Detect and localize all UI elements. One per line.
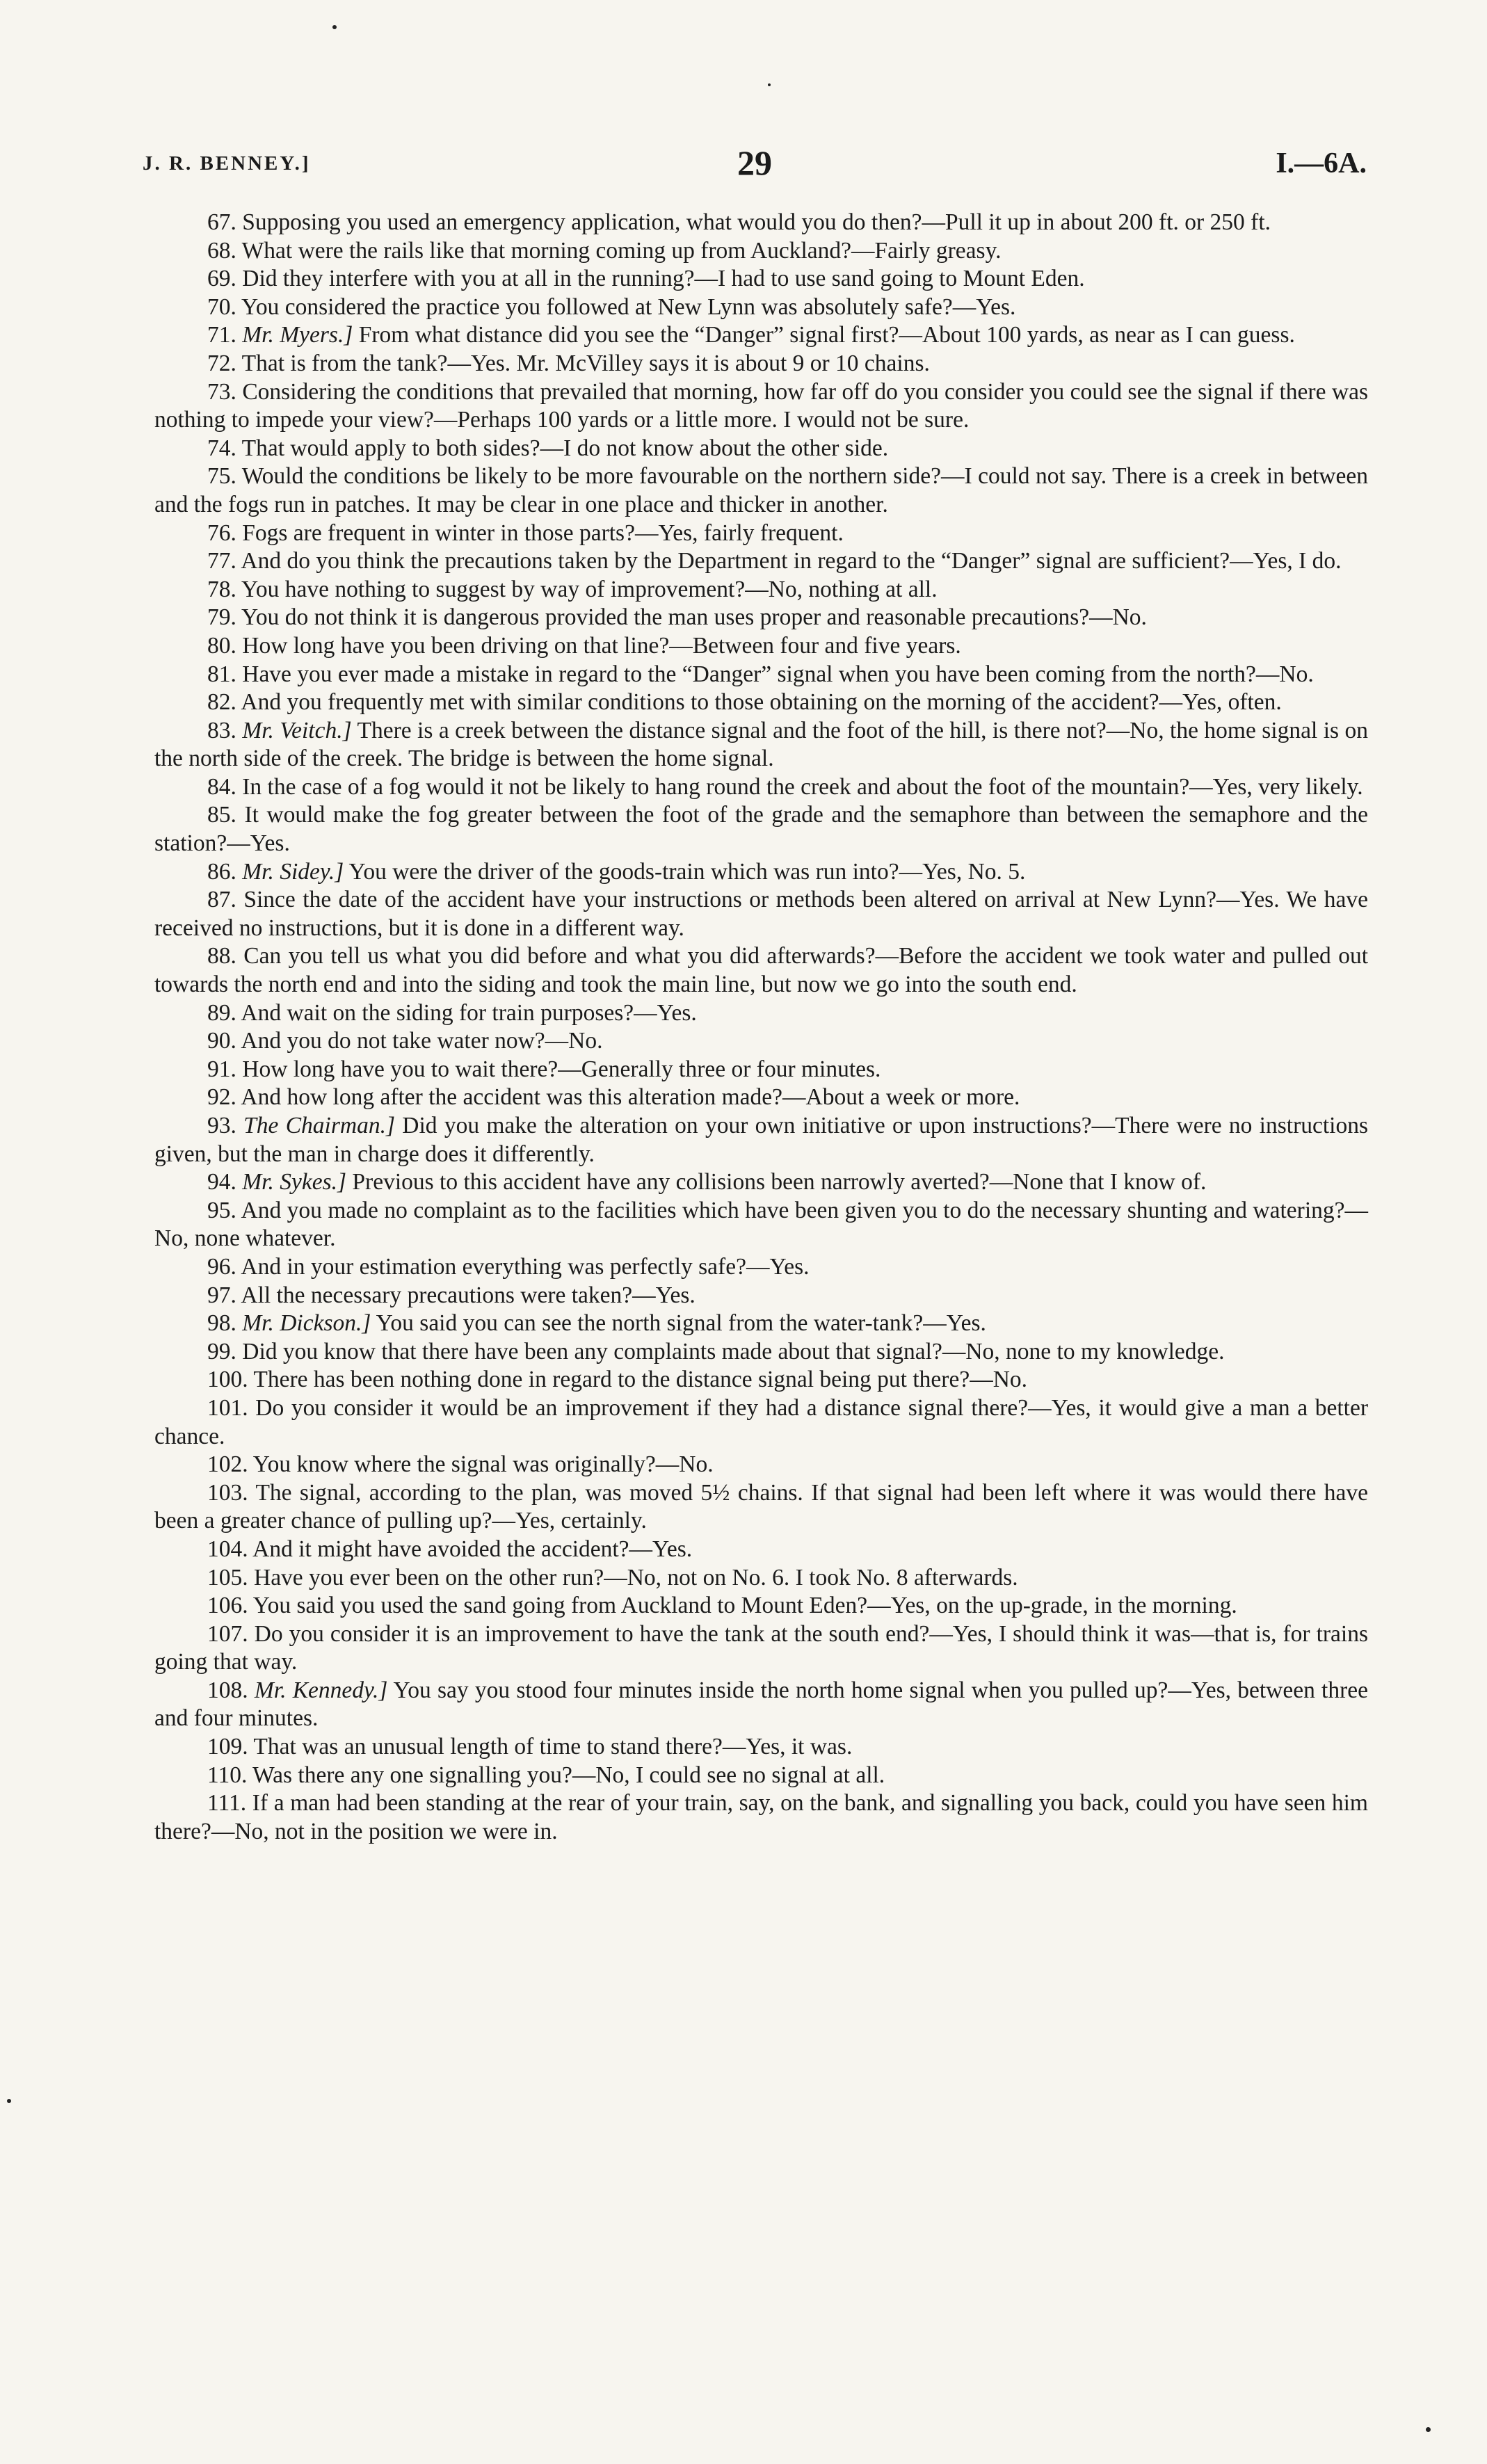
question-answer — [154, 1197, 1368, 1253]
question-answer-text: Have you ever been on the other run?—No, not on No. 6. I took No. 8 afterwards. — [254, 1564, 1018, 1591]
questioner-name: The Chairman.] — [243, 1113, 395, 1138]
question-number: 68. — [207, 237, 236, 264]
margin-speck — [332, 25, 337, 29]
question-number: 80. — [207, 632, 236, 659]
question-answer-text: And you made no complaint as to the facilities which have been given you to do the necessary shunting and watering?—No, none whatever. — [154, 1197, 1369, 1252]
question-answer — [154, 547, 1368, 576]
question-answer — [154, 801, 1368, 857]
question-number: 109. — [207, 1734, 248, 1760]
question-number: 87. — [207, 887, 236, 913]
question-answer-text: Fogs are frequent in winter in those parts?—Yes, fairly frequent. — [242, 520, 844, 546]
question-answer-text: You know where the signal was originally?—No. — [252, 1451, 714, 1478]
questioner-name: Mr. Sykes.] — [242, 1169, 347, 1195]
running-head — [143, 143, 1367, 191]
question-answer-text: And you do not take water now?—No. — [241, 1028, 603, 1054]
question-answer — [154, 1253, 1368, 1282]
question-answer — [154, 576, 1368, 604]
question-answer — [154, 942, 1368, 999]
margin-speck — [768, 83, 771, 86]
question-answer-text: And wait on the siding for train purposes?—Yes. — [241, 999, 697, 1026]
question-number: 108. — [207, 1677, 248, 1703]
question-answer-text: If a man had been standing at the rear of your train, say, on the bank, and signalling you back, could you have seen him there?—No, not in the position we were in. — [154, 1790, 1368, 1844]
questioner-name: Mr. Veitch.] — [242, 717, 352, 743]
question-number: 99. — [207, 1338, 236, 1364]
question-number: 106. — [207, 1593, 248, 1619]
question-answer-text: You have nothing to suggest by way of improvement?—No, nothing at all. — [241, 576, 938, 602]
evidence-text — [154, 209, 1368, 1846]
question-answer-text: And in your estimation everything was perfectly safe?—Yes. — [241, 1253, 810, 1280]
question-number: 96. — [207, 1253, 236, 1280]
question-answer — [154, 1789, 1368, 1846]
question-answer — [154, 773, 1368, 802]
question-answer — [154, 1451, 1368, 1479]
question-number: 79. — [207, 604, 236, 631]
question-answer-text: Have you ever made a mistake in regard to the “Danger” signal when you have been coming from the north?—No. — [242, 661, 1314, 687]
question-answer-text: What were the rails like that morning coming up from Auckland?—Fairly greasy. — [241, 237, 1002, 264]
question-answer — [154, 604, 1368, 632]
question-number: 83. — [207, 717, 236, 743]
question-answer — [154, 632, 1368, 661]
question-number: 67. — [207, 209, 236, 235]
question-answer — [154, 1620, 1368, 1677]
question-answer — [154, 462, 1368, 519]
question-answer — [154, 1564, 1368, 1593]
question-answer-text: That was an unusual length of time to stand there?—Yes, it was. — [253, 1734, 853, 1760]
question-answer-text: That is from the tank?—Yes. Mr. McVilley says it is about 9 or 10 chains. — [241, 350, 930, 376]
question-answer-text: Would the conditions be likely to be more favourable on the northern side?—I could not say. There is a creek in between and the fogs run in patches. It may be clear in one place and thicker in another. — [154, 463, 1368, 517]
question-answer — [154, 999, 1368, 1028]
question-answer-text: It would make the fog greater between the foot of the grade and the semaphore than between the semaphore and the station?—Yes. — [154, 802, 1368, 857]
question-number: 101. — [207, 1394, 248, 1421]
question-number: 84. — [207, 773, 236, 800]
question-answer-text: Do you consider it would be an improvement if they had a distance signal there?—Yes, it would give a man a better chance. — [154, 1394, 1369, 1449]
question-answer-text: Since the date of the accident have your instructions or methods been altered on arrival at New Lynn?—Yes. We have received no instructions, but it is done in a different way. — [154, 887, 1369, 941]
question-answer — [154, 321, 1368, 350]
question-answer-text: Did they interfere with you at all in the running?—I had to use sand going to Mount Eden. — [242, 266, 1085, 292]
question-number: 89. — [207, 999, 236, 1026]
question-answer — [154, 1310, 1368, 1338]
question-answer — [154, 1733, 1368, 1762]
question-answer — [154, 350, 1368, 378]
question-answer-text: That would apply to both sides?—I do not know about the other side. — [241, 435, 889, 461]
question-answer — [154, 265, 1368, 293]
question-number: 98. — [207, 1310, 236, 1337]
questioner-name: Mr. Kennedy.] — [254, 1677, 388, 1703]
question-answer-text: All the necessary precautions were taken?—Yes. — [241, 1282, 696, 1308]
question-number: 75. — [207, 463, 236, 490]
question-answer-text: You were the driver of the goods-train which was run into?—Yes, No. 5. — [348, 858, 1026, 885]
question-answer — [154, 1112, 1368, 1168]
question-answer — [154, 661, 1368, 689]
question-answer-text: How long have you to wait there?—Generally three or four minutes. — [242, 1056, 881, 1082]
question-number: 73. — [207, 378, 236, 405]
question-number: 111. — [207, 1790, 247, 1817]
question-answer-text: Supposing you used an emergency application, what would you do then?—Pull it up in about 200 ft. or 250 ft. — [242, 209, 1271, 235]
question-answer — [154, 209, 1368, 237]
question-number: 72. — [207, 350, 236, 376]
question-answer — [154, 520, 1368, 548]
question-answer — [154, 1479, 1368, 1536]
question-number: 110. — [207, 1762, 248, 1788]
question-answer — [154, 1056, 1368, 1084]
question-answer-text: And you frequently met with similar conditions to those obtaining on the morning of the accident?—Yes, often. — [241, 689, 1282, 716]
question-answer — [154, 858, 1368, 887]
question-number: 93. — [207, 1113, 236, 1138]
question-answer-text: You do not think it is dangerous provided the man uses proper and reasonable precautions?—No. — [241, 604, 1147, 631]
question-number: 74. — [207, 435, 236, 461]
question-number: 85. — [207, 802, 236, 828]
question-answer-text: Previous to this accident have any collisions been narrowly averted?—None that I know of. — [352, 1169, 1207, 1195]
question-number: 76. — [207, 520, 236, 546]
question-number: 91. — [207, 1056, 236, 1082]
paper-reference: I.—6A. — [1276, 147, 1367, 179]
question-number: 97. — [207, 1282, 236, 1308]
question-answer-text: The signal, according to the plan, was moved 5½ chains. If that signal had been left where it was would there have been a greater chance of pulling up?—Yes, certainly. — [154, 1479, 1368, 1534]
question-number: 78. — [207, 576, 236, 602]
question-number: 71. — [207, 322, 236, 348]
page-number: 29 — [737, 143, 772, 182]
question-answer-text: Can you tell us what you did before and what you did afterwards?—Before the accident we took water and pulled out towards the north end and into the siding and took the main line, but now we go into the south end. — [154, 943, 1369, 998]
question-answer-text: You said you can see the north signal from the water-tank?—Yes. — [376, 1310, 986, 1337]
question-answer-text: Was there any one signalling you?—No, I could see no signal at all. — [252, 1762, 885, 1788]
question-number: 77. — [207, 548, 236, 574]
question-answer-text: How long have you been driving on that line?—Between four and five years. — [242, 632, 961, 659]
question-answer — [154, 689, 1368, 717]
question-answer — [154, 717, 1368, 773]
question-number: 94. — [207, 1169, 236, 1195]
question-answer — [154, 1366, 1368, 1394]
questioner-name: Mr. Dickson.] — [242, 1310, 371, 1337]
question-number: 90. — [207, 1028, 236, 1054]
question-number: 70. — [207, 293, 236, 320]
question-answer — [154, 1084, 1368, 1112]
question-answer-text: And how long after the accident was this alteration made?—About a week or more. — [241, 1084, 1020, 1111]
questioner-name: Mr. Sidey.] — [242, 858, 344, 885]
witness-name-header: J. R. BENNEY.] — [143, 152, 311, 175]
question-number: 81. — [207, 661, 236, 687]
question-number: 88. — [207, 943, 236, 969]
question-answer-text: You considered the practice you followed at New Lynn was absolutely safe?—Yes. — [241, 293, 1016, 320]
question-answer-text: There has been nothing done in regard to the distance signal being put there?—No. — [253, 1367, 1028, 1393]
question-answer — [154, 378, 1368, 435]
question-answer — [154, 1282, 1368, 1310]
question-answer-text: And it might have avoided the accident?—Yes. — [252, 1536, 693, 1562]
question-number: 86. — [207, 858, 236, 885]
question-answer-text: You say you stood four minutes inside the north home signal when you pulled up?—Yes, between three and four minutes. — [154, 1677, 1368, 1732]
question-answer — [154, 1536, 1368, 1564]
question-number: 100. — [207, 1367, 248, 1393]
question-answer — [154, 293, 1368, 322]
questioner-name: Mr. Myers.] — [242, 322, 353, 348]
question-answer-text: From what distance did you see the “Danger” signal first?—About 100 yards, as near as I can guess. — [358, 322, 1295, 348]
question-answer — [154, 1168, 1368, 1197]
question-answer — [154, 1027, 1368, 1056]
question-answer-text: In the case of a fog would it not be likely to hang round the creek and about the foot of the mountain?—Yes, very likely. — [242, 773, 1363, 800]
margin-speck — [1426, 2427, 1431, 2432]
question-answer-text: Did you know that there have been any complaints made about that signal?—No, none to my knowledge. — [242, 1338, 1225, 1364]
question-answer — [154, 435, 1368, 463]
question-number: 92. — [207, 1084, 236, 1111]
question-answer-text: Do you consider it is an improvement to have the tank at the south end?—Yes, I should think it was—that is, for trains going that way. — [154, 1620, 1369, 1675]
question-answer-text: You said you used the sand going from Auckland to Mount Eden?—Yes, on the up-grade, in the morning. — [252, 1593, 1237, 1619]
question-number: 103. — [207, 1479, 248, 1506]
question-number: 82. — [207, 689, 236, 716]
question-number: 105. — [207, 1564, 248, 1591]
question-number: 107. — [207, 1620, 248, 1647]
question-answer — [154, 1677, 1368, 1733]
question-number: 95. — [207, 1197, 236, 1223]
question-answer — [154, 237, 1368, 266]
question-answer-text: There is a creek between the distance signal and the foot of the hill, is there not?—No, the home signal is on the north side of the creek. The bridge is between the home signal. — [154, 717, 1369, 772]
question-number: 69. — [207, 266, 236, 292]
question-answer-text: Considering the conditions that prevailed that morning, how far off do you consider you could see the signal if there was nothing to impede your view?—Perhaps 100 yards or a little more. I would not be sure. — [154, 378, 1368, 433]
question-number: 102. — [207, 1451, 248, 1478]
margin-speck — [7, 2099, 11, 2103]
question-answer-text: Did you make the alteration on your own initiative or upon instructions?—There were no instructions given, but the man in charge does it differently. — [154, 1113, 1369, 1167]
question-answer-text: And do you think the precautions taken by the Department in regard to the “Danger” signal are sufficient?—Yes, I do. — [241, 548, 1342, 574]
question-answer — [154, 1394, 1368, 1451]
question-answer — [154, 1338, 1368, 1367]
question-answer — [154, 886, 1368, 942]
question-answer — [154, 1762, 1368, 1790]
question-number: 104. — [207, 1536, 248, 1562]
question-answer — [154, 1592, 1368, 1620]
